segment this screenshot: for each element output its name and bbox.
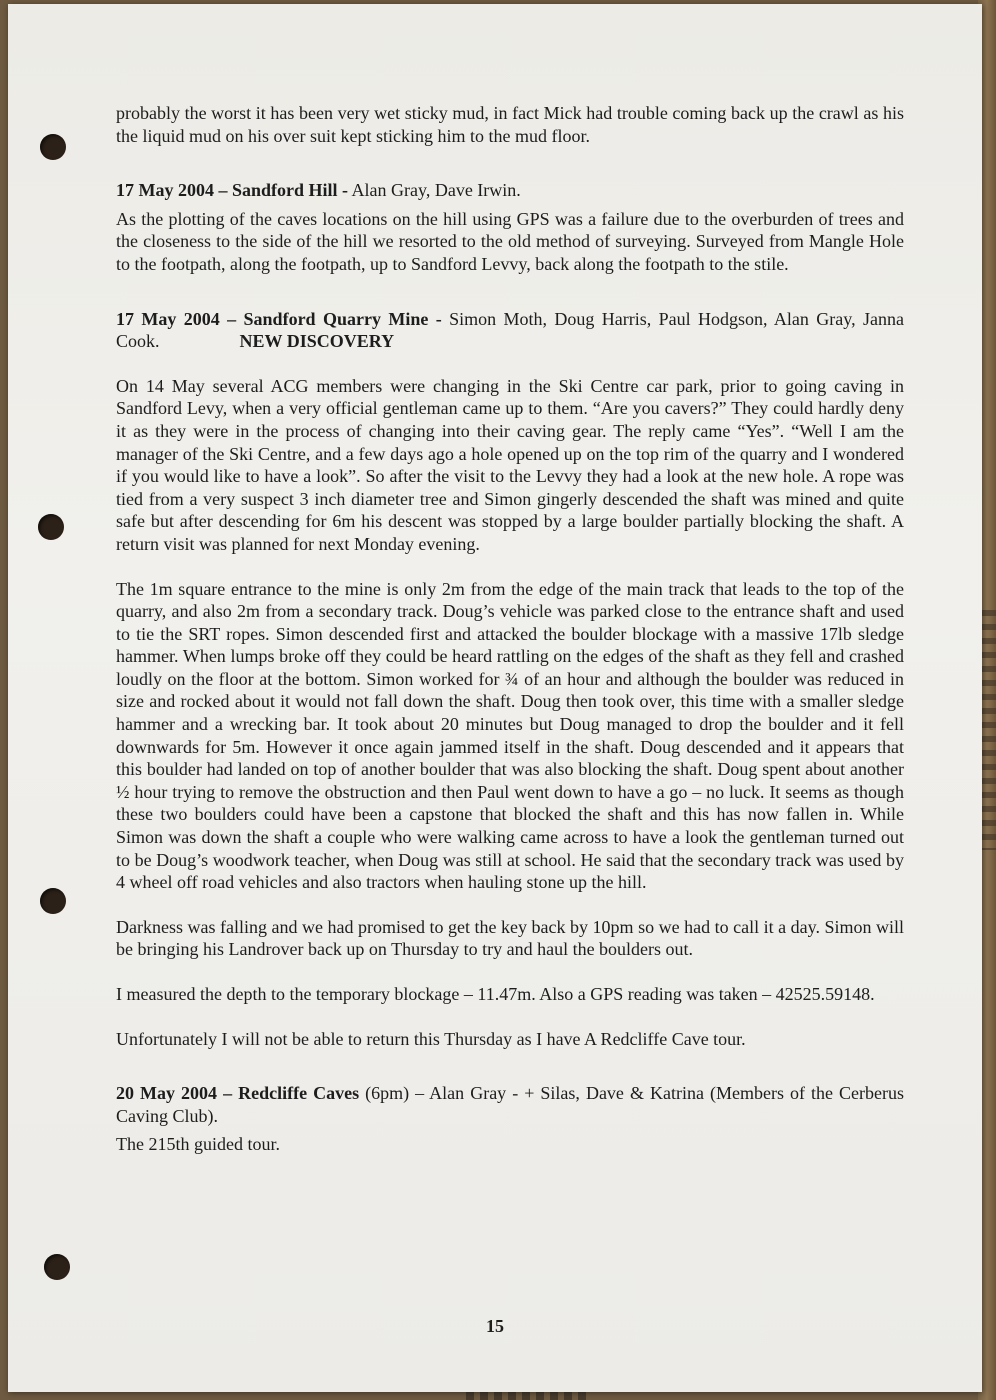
punch-hole [38,514,64,540]
body-paragraph: The 1m square entrance to the mine is only 2m from the edge of the main track that leads to the top of the quarry, and also 2m from a secondary track. Doug’s vehicle was parked close to the entrance shaft and used to tie the SRT ropes. Simon descended first and attacked the boulder blockage with a massive 17lb sledge hammer. When lumps broke off they could be heard rattling on the edges of the shaft as they fell and crashed loudly on the floor at the bottom. Simon worked for ¾ of an hour and although the boulder was reduced in size and rocked about it would not fall down the shaft. Doug then took over, this time with a smaller sledge hammer and a wrecking bar. It took about 20 minutes but Doug managed to drop the boulder and it fell downwards for 5m. However it once again jammed itself in the shaft. Doug descended and it appears that this boulder had landed on top of another boulder that was also blocking the shaft. Doug spent about another ½ hour trying to remove the obstruction and then Paul went down to have a go – no luck. It seems as though these two boulders could have been a capstone that blocked the shaft and this has now fallen in. While Simon was down the shaft a couple who were walking came across to have a look the gentleman turned out to be Doug’s woodwork teacher, when Doug was still at school. He said that the secondary track was used by 4 wheel off road vehicles and also tractors when hauling stone up the hill. [116,578,904,893]
entry-heading: 17 May 2004 – Sandford Hill - [116,180,349,201]
entry-time: (6pm) [359,1083,410,1104]
entry-people: Alan Gray, Dave Irwin. [348,180,521,201]
paragraph-top: probably the worst it has been very wet sticky mud, in fact Mick had trouble coming back up the crawl as his the liquid mud on his over suit kept sticking him to the mud floor. [116,103,904,146]
entry-redcliffe-header [116,1082,904,1127]
page-number: 15 [486,1316,504,1336]
entry-heading: 17 May 2004 – Sandford Quarry Mine - [116,308,442,329]
punch-hole [44,1254,70,1280]
body-paragraph: I measured the depth to the temporary blockage – 11.47m. Also a GPS reading was taken – 42525.59148. [116,984,875,1004]
edge-print-mark [982,610,996,850]
entry-sandford-quarry-header [116,308,904,353]
entry-heading: 20 May 2004 – Redcliffe Caves [116,1083,360,1104]
entry-sandford-hill-header [116,179,904,202]
new-discovery-badge: NEW DISCOVERY [239,331,395,352]
punch-hole [40,134,66,160]
entry-people: Simon Moth, Doug Harris, Paul Hodgson, Alan Gray, Janna Cook. [116,308,904,352]
body-paragraph: Unfortunately I will not be able to return this Thursday as I have A Redcliffe Cave tour. [116,1028,746,1049]
entry-people: – Alan Gray - + Silas, Dave & Katrina (Members of the Cerberus Caving Club). [116,1083,905,1126]
paper-sheet [8,4,982,1392]
entry-sandford-hill-text: As the plotting of the caves locations on the hill using GPS was a failure due to the overburden of trees and the closeness to the side of the hill we resorted to the old method of surveying. Surveyed from Mangle Hole to the footpath, along the footpath, up to Sandford Levvy, back along the footpath to the stile. [116,208,904,274]
punch-hole [40,888,66,914]
document-body [116,102,904,1156]
body-paragraph: Darkness was falling and we had promised to get the key back by 10pm so we had to call it a day. Simon will be bringing his Landrover back up on Thursday to try and haul the boulders out. [116,916,904,960]
entry-redcliffe-text: The 215th guided tour. [116,1134,280,1155]
body-paragraph: On 14 May several ACG members were changing in the Ski Centre car park, prior to going caving in Sandford Levy, when a very official gentleman came up to them. “Are you cavers?” They could hardly deny it as they were in the process of changing into their caving gear. The reply came “Yes”. “Well I am the manager of the Ski Centre, and a few days ago a hole opened up on the top rim of the quarry and I wondered if you would like to have a look”. So after the visit to the Levvy they had a look at the new hole. A rope was tied from a very suspect 3 inch diameter tree and Simon gingerly descended the shaft was mined and quite safe but after descending for 6m his descent was stopped by a large boulder partially blocking the shaft. A return visit was planned for next Monday evening. [116,375,904,554]
